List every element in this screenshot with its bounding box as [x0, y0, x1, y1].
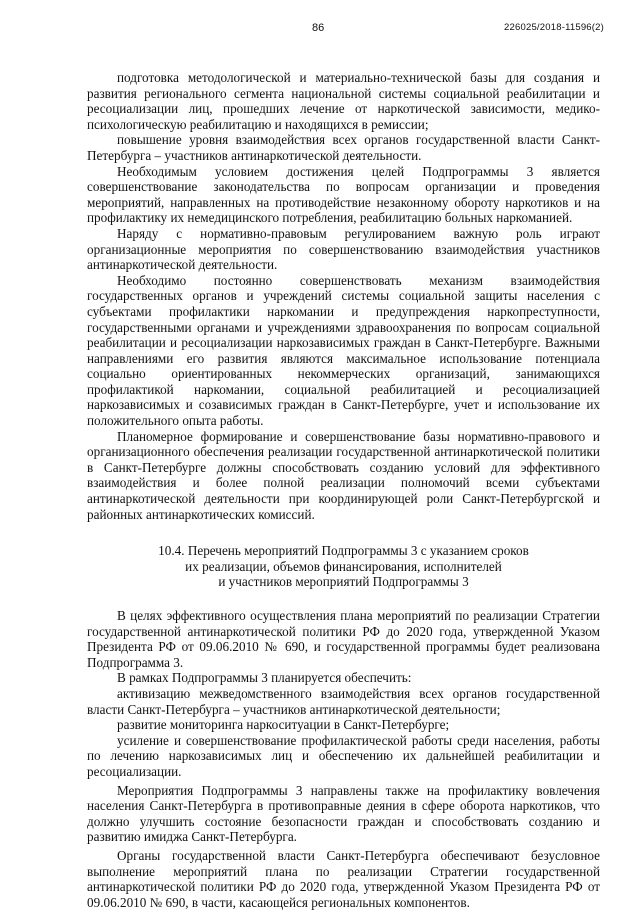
- paragraph: В целях эффективного осуществления плана мероприятий по реализации Стратегии государственной антинаркотической политики РФ до 2020 года, утвержденной Указом Президента РФ от 09.06.2010 № 690, и государственной программы будет реализована Подпрограмма 3.: [87, 608, 600, 670]
- list-item: активизацию межведомственного взаимодействия всех органов государственной власти Санкт-Петербурга – участников антинаркотической деятельности;: [87, 685, 600, 717]
- paragraph: Необходимым условием достижения целей Подпрограммы 3 является совершенствование законодательства по вопросам организации и проведения мероприятий, направленных на противодействие незаконному обороту наркотиков и на профилактику их немедицинского потребления, реабилитацию больных наркоманией.: [87, 163, 600, 226]
- list-item: развитие мониторинга наркоситуации в Санкт-Петербурге;: [117, 717, 450, 733]
- paragraph: В рамках Подпрограммы 3 планируется обеспечить:: [117, 670, 412, 686]
- paragraph: Планомерное формирование и совершенствование базы нормативно-правового и организационного обеспечения реализации государственной антинаркотической политики в Санкт-Петербурге должны способствовать созданию условий для эффективного взаимодействия и более полной реализации полномочий всеми субъектами антинаркотической деятельности при координирующей роли Санкт-Петербургской и районных антинаркотических комиссий.: [87, 428, 600, 522]
- section-heading-line: 10.4. Перечень мероприятий Подпрограммы 3 с указанием сроков: [158, 543, 529, 559]
- paragraph: повышение уровня взаимодействия всех органов государственной власти Санкт-Петербурга – участников антинаркотической деятельности.: [87, 132, 600, 163]
- list-item: усиление и совершенствование профилактической работы среди населения, работы по лечению наркозависимых лиц и обеспечению их дальнейшей реабилитации и ресоциализации.: [87, 732, 600, 779]
- paragraph: Необходимо постоянно совершенствовать механизм взаимодействия государственных органов и учреждений системы социальной защиты населения с субъектами профилактики наркомании и предупреждения наркопреступности, государственными органами и учреждениями здравоохранения по вопросам социальной реабилитации и ресоциализации наркозависимых граждан в Санкт-Петербурге. Важными направлениями его развития являются максимальное использование потенциала социально ориентированных некоммерческих организаций, занимающихся профилактикой наркомании, социальной реабилитацией и ресоциализацией наркозависимых и созависимых граждан в Санкт-Петербурге, учет и использование их положительного опыта работы.: [87, 272, 600, 429]
- paragraph: подготовка методологической и материально-технической базы для создания и развития регионального сегмента национальной системы социальной реабилитации и ресоциализации лиц, прошедших лечение от наркотической зависимости, медико-психологическую реабилитацию и находящихся в ремиссии;: [87, 70, 600, 132]
- paragraph: Органы государственной власти Санкт-Петербурга обеспечивают безусловное выполнение мероприятий плана по реализации Стратегии государственной антинаркотической политики РФ до 2020 года, утвержденной Указом Президента РФ от 09.06.2010 № 690, в части, касающейся региональных компонентов.: [87, 847, 600, 910]
- document-id: 226025/2018-11596(2): [504, 22, 604, 33]
- section-heading-line: их реализации, объемов финансирования, исполнителей: [185, 558, 502, 574]
- paragraph: Мероприятия Подпрограммы 3 направлены также на профилактику вовлечения населения Санкт-Петербурга в противоправные деяния в сфере оборота наркотиков, что должно улучшить состояние безопасности граждан и способствовать созданию и развитию имиджа Санкт-Петербурга.: [87, 782, 600, 845]
- section-heading-line: и участников мероприятий Подпрограммы 3: [218, 574, 469, 590]
- document-body: [87, 70, 600, 910]
- page-header: [0, 22, 640, 36]
- section-heading: [87, 543, 600, 590]
- paragraph: Наряду с нормативно-правовым регулированием важную роль играют организационные мероприятия по совершенствованию взаимодействия участников антинаркотической деятельности.: [87, 225, 600, 273]
- page-number: 86: [312, 22, 325, 34]
